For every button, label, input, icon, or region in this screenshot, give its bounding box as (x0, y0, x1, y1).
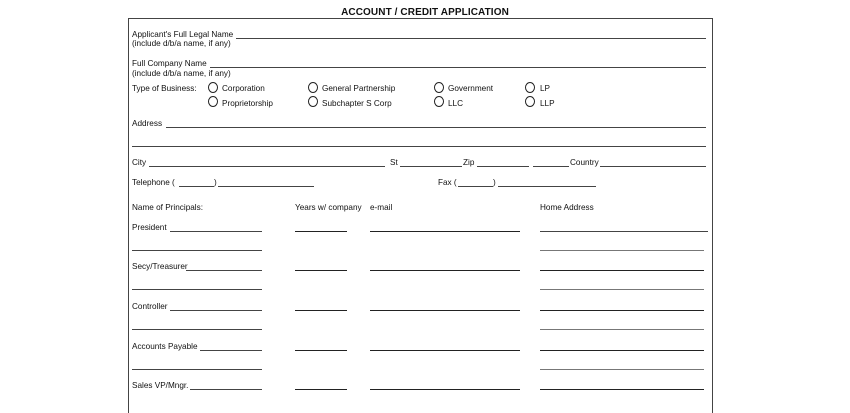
fax-number-field[interactable] (498, 186, 596, 187)
sales-vp-email-field[interactable] (370, 389, 520, 390)
country-label: Country (570, 158, 599, 167)
option-lp-label: LP (540, 84, 551, 93)
option-llc-label: LLC (448, 99, 464, 108)
address-label: Address (132, 119, 163, 128)
sales-vp-years-field[interactable] (295, 389, 347, 390)
controller-years-field[interactable] (295, 310, 347, 311)
role-accounts-payable-label: Accounts Payable (132, 342, 198, 351)
company-name-label: Full Company Name (132, 59, 207, 68)
role-controller-label: Controller (132, 302, 168, 311)
president-years-field[interactable] (295, 231, 347, 232)
country-field[interactable] (600, 166, 706, 167)
president-name-field[interactable] (170, 231, 262, 232)
company-name-field[interactable] (210, 67, 706, 68)
accounts-payable-address-line1[interactable] (540, 350, 704, 351)
secy-treasurer-email-field[interactable] (370, 270, 520, 271)
option-subchapter-s-corp-label: Subchapter S Corp (322, 99, 392, 108)
applicant-name-note: (include d/b/a name, if any) (132, 39, 231, 48)
controller-name-line2[interactable] (132, 329, 262, 330)
secy-treasurer-name-line2[interactable] (132, 289, 262, 290)
accounts-payable-address-line2[interactable] (540, 369, 704, 370)
radio-general-partnership[interactable] (308, 82, 318, 93)
telephone-label: Telephone ( (132, 178, 175, 187)
applicant-name-field[interactable] (236, 38, 706, 39)
option-government-label: Government (448, 84, 494, 93)
accounts-payable-name-field[interactable] (200, 350, 262, 351)
accounts-payable-email-field[interactable] (370, 350, 520, 351)
accounts-payable-years-field[interactable] (295, 350, 347, 351)
president-address-line1[interactable] (540, 231, 708, 232)
address-field-line1[interactable] (166, 127, 706, 128)
telephone-number-field[interactable] (218, 186, 314, 187)
radio-corporation[interactable] (208, 82, 218, 93)
telephone-close: ) (214, 178, 217, 187)
applicant-name-label: Applicant's Full Legal Name (132, 30, 234, 39)
accounts-payable-name-line2[interactable] (132, 369, 262, 370)
option-corporation-label: Corporation (222, 84, 265, 93)
principals-address-header: Home Address (540, 203, 594, 212)
fax-area-field[interactable] (458, 186, 493, 187)
option-llp-label: LLP (540, 99, 555, 108)
president-address-line2[interactable] (540, 250, 704, 251)
zip-field[interactable] (477, 166, 529, 167)
secy-treasurer-address-line2[interactable] (540, 289, 704, 290)
controller-name-field[interactable] (170, 310, 262, 311)
secy-treasurer-years-field[interactable] (295, 270, 347, 271)
zip-label: Zip (463, 158, 475, 167)
type-of-business-label: Type of Business: (132, 84, 197, 93)
principals-email-header: e-mail (370, 203, 393, 212)
telephone-area-field[interactable] (179, 186, 214, 187)
option-proprietorship-label: Proprietorship (222, 99, 273, 108)
company-name-note: (include d/b/a name, if any) (132, 69, 231, 78)
radio-llp[interactable] (525, 96, 535, 107)
radio-government[interactable] (434, 82, 444, 93)
principals-years-header: Years w/ company (295, 203, 362, 212)
secy-treasurer-name-field[interactable] (186, 270, 262, 271)
role-president-label: President (132, 223, 167, 232)
controller-email-field[interactable] (370, 310, 520, 311)
president-email-field[interactable] (370, 231, 520, 232)
zip-ext-field[interactable] (533, 166, 569, 167)
fax-close: ) (493, 178, 496, 187)
address-field-line2[interactable] (132, 146, 706, 147)
radio-subchapter-s-corp[interactable] (308, 96, 318, 107)
form-title: ACCOUNT / CREDIT APPLICATION (341, 7, 509, 18)
principals-name-header: Name of Principals: (132, 203, 203, 212)
role-secy-treasurer-label: Secy/Treasurer (132, 262, 188, 271)
radio-proprietorship[interactable] (208, 96, 218, 107)
st-field[interactable] (400, 166, 462, 167)
controller-address-line2[interactable] (540, 329, 704, 330)
city-field[interactable] (149, 166, 385, 167)
controller-address-line1[interactable] (540, 310, 704, 311)
fax-label: Fax ( (438, 178, 457, 187)
radio-lp[interactable] (525, 82, 535, 93)
option-general-partnership-label: General Partnership (322, 84, 396, 93)
sales-vp-name-field[interactable] (190, 389, 262, 390)
secy-treasurer-address-line1[interactable] (540, 270, 704, 271)
president-name-line2[interactable] (132, 250, 262, 251)
st-label: St (390, 158, 398, 167)
role-sales-vp-label: Sales VP/Mngr. (132, 381, 189, 390)
radio-llc[interactable] (434, 96, 444, 107)
sales-vp-address-line1[interactable] (540, 389, 704, 390)
city-label: City (132, 158, 147, 167)
